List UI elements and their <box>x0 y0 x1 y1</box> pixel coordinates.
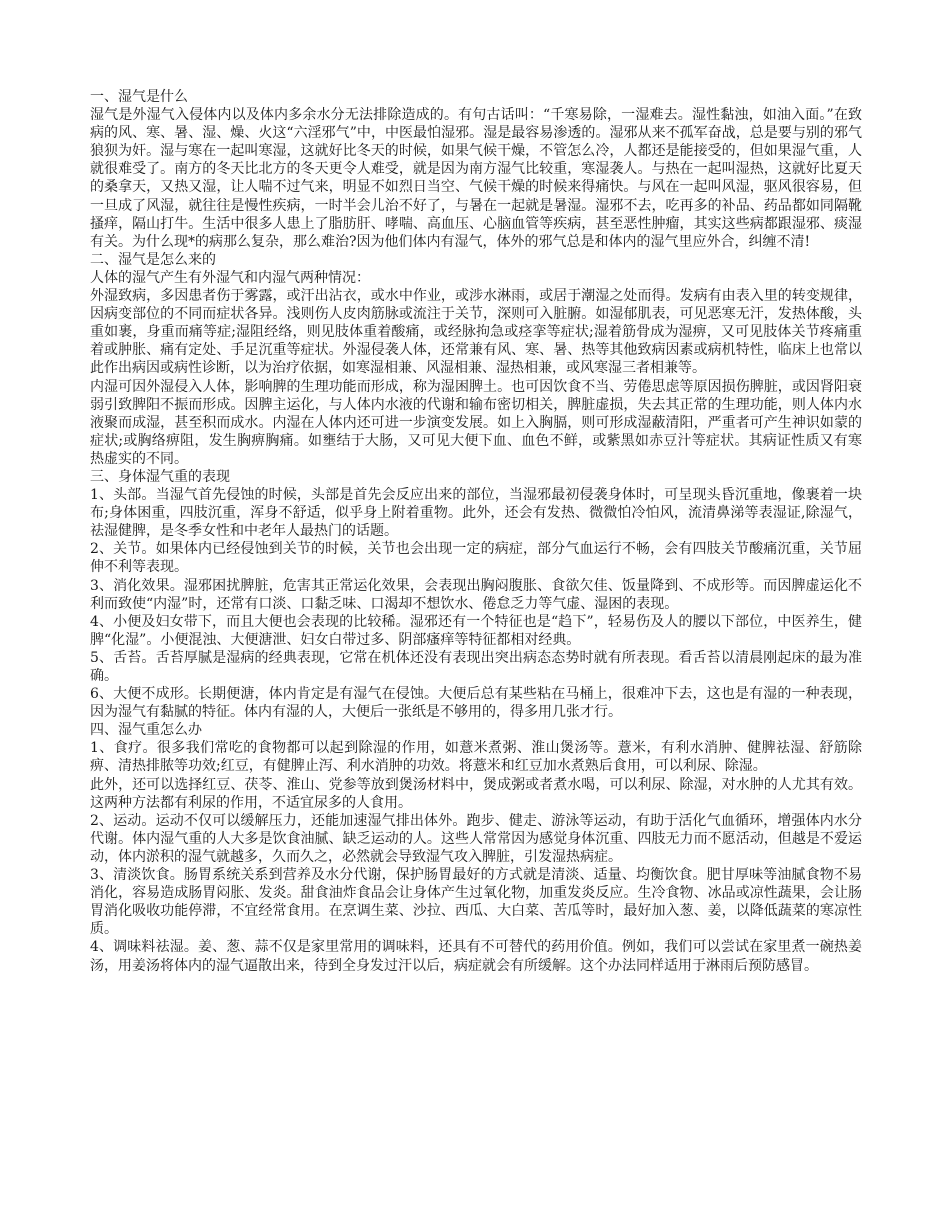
paragraph: 1、头部。当湿气首先侵蚀的时候，头部是首先会反应出来的部位，当湿邪最初侵袭身体时，可呈现头昏沉重地，像裹着一块布;身体困重，四肢沉重，浑身不舒适，似乎身上附着重物。此外，还会有发热、微微怕冷怕风，流清鼻涕等表湿证,除湿气，祛湿健脾，是冬季女性和中老年人最热门的话题。 <box>90 487 862 540</box>
paragraph: 人体的湿气产生有外湿气和内湿气两种情况： <box>90 269 370 286</box>
section-heading: 三、身体湿气重的表现 <box>90 468 230 485</box>
paragraph: 此外，还可以选择红豆、茯苓、淮山、党参等放到煲汤材料中，煲成粥或者煮水喝，可以利尿、除湿，对水肿的人尤其有效。这两种方法都有利尿的作用，不适宜尿多的人食用。 <box>90 776 862 811</box>
paragraph: 3、清淡饮食。肠胃系统关系到营养及水分代谢，保护肠胃最好的方式就是清淡、适量、均衡饮食。肥甘厚味等油腻食物不易消化，容易造成肠胃闷胀、发炎。甜食油炸食品会让身体产生过氧化物，加重发炎反应。生冷食物、冰品或凉性蔬果，会让肠胃消化吸收功能停滞，不宜经常食用。在烹调生菜、沙拉、西瓜、大白菜、苦瓜等时，最好加入葱、姜，以降低蔬菜的寒凉性质。 <box>90 867 862 938</box>
paragraph: 6、大便不成形。长期便溏，体内肯定是有湿气在侵蚀。大便后总有某些粘在马桶上，很难冲下去，这也是有湿的一种表现，因为湿气有黏腻的特征。体内有湿的人，大便后一张纸是不够用的，得多用几张才行。 <box>90 686 862 721</box>
paragraph: 湿气是外湿气入侵体内以及体内多余水分无法排除造成的。有句古话叫：“千寒易除，一湿难去。湿性黏浊，如油入面。”在致病的风、寒、暑、湿、燥、火这“六淫邪气”中，中医最怕湿邪。湿是最容易渗透的。湿邪从来不孤军奋战，总是要与别的邪气狼狈为奸。湿与寒在一起叫寒湿，这就好比冬天的时候，如果气候干燥，不管怎么冷，人都还是能接受的，但如果湿气重，人就很难受了。南方的冬天比北方的冬天更令人难受，就是因为南方湿气比较重，寒湿袭人。与热在一起叫湿热，这就好比夏天的桑拿天，又热又湿，让人喘不过气来，明显不如烈日当空、气候干燥的时候来得痛快。与风在一起叫风湿，驱风很容易，但一旦成了风湿，就往往是慢性疾病，一时半会儿治不好了，与暑在一起就是暑湿。湿邪不去，吃再多的补品、药品都如同隔靴搔痒，隔山打牛。生活中很多人患上了脂肪肝、哮喘、高血压、心脑血管等疾病，甚至恶性肿瘤，其实这些病都跟湿邪、痰湿有关。为什么现*的病那么复杂，那么难治?因为他们体内有湿气，体外的邪气总是和体内的湿气里应外合，纠缠不清! <box>90 107 862 250</box>
paragraph: 5、舌苔。舌苔厚腻是湿病的经典表现，它常在机体还没有表现出突出病态态势时就有所表现。看舌苔以清晨刚起床的最为准确。 <box>90 649 862 684</box>
section-heading: 一、湿气是什么 <box>90 89 188 105</box>
paragraph: 2、关节。如果体内已经侵蚀到关节的时候，关节也会出现一定的病症，部分气血运行不畅，会有四肢关节酸痛沉重，关节屈伸不利等表现。 <box>90 541 862 576</box>
paragraph: 内湿可因外湿侵入人体，影响脾的生理功能而形成，称为湿困脾土。也可因饮食不当、劳倦思虑等原因损伤脾脏，或因肾阳衰弱引致脾阳不振而形成。因脾主运化，与人体内水液的代谢和输布密切相关，脾脏虚损，失去其正常的生理功能，则人体内水液聚而成湿，甚至积而成水。内湿在人体内还可进一步演变发展。如上入胸膈，则可形成湿蔽清阳，严重者可产生神识如蒙的症状;或胸络痹阻，发生胸痹胸痛。如壅结于大肠，又可见大便下血、血色不鲜，或紫黑如赤豆汁等症状。其病证性质又有寒热虚实的不同。 <box>90 378 862 467</box>
section-heading: 二、湿气是怎么来的 <box>90 251 216 268</box>
paragraph: 4、小便及妇女带下，而且大便也会表现的比较稀。湿邪还有一个特征也是“趋下”，轻易伤及人的腰以下部位，中医养生，健脾“化湿”。小便混浊、大便溏泄、妇女白带过多、阴部瘙痒等特征都相对经典。 <box>90 613 862 648</box>
paragraph: 4、调味料祛湿。姜、葱、蒜不仅是家里常用的调味料，还具有不可替代的药用价值。例如，我们可以尝试在家里煮一碗热姜汤，用姜汤将体内的湿气逼散出来，待到全身发过汗以后，病症就会有所缓解。这个办法同样适用于淋雨后预防感冒。 <box>90 939 862 974</box>
paragraph: 2、运动。运动不仅可以缓解压力，还能加速湿气排出体外。跑步、健走、游泳等运动，有助于活化气血循环，增强体内水分代谢。体内湿气重的人大多是饮食油腻、缺乏运动的人。这些人常常因为感觉身体沉重、四肢无力而不愿活动，但越是不爱运动，体内淤积的湿气就越多，久而久之，必然就会导致湿气攻入脾脏，引发湿热病症。 <box>90 812 862 865</box>
document-body <box>90 88 862 975</box>
paragraph: 外湿致病，多因患者伤于雾露，或汗出沾衣，或水中作业，或涉水淋雨，或居于潮湿之处而得。发病有由表入里的转变规律，因病变部位的不同而症状各异。浅则伤人皮肉筋脉或流注于关节，深则可入脏腑。如湿郁肌表，可见恶寒无汗，发热体酸，头重如裹，身重而痛等症;湿阻经络，则见肢体重着酸痛，或经脉拘急或痉挛等症状;湿着筋骨成为湿痹，又可见肢体关节疼痛重着或肿胀、痛有定处、手足沉重等症状。外湿侵袭人体，还常兼有风、寒、暑、热等其他致病因素或病机特性，临床上也常以此作出病因或病性诊断，以为治疗依据，如寒湿相兼、风湿相兼、湿热相兼，或风寒湿三者相兼等。 <box>90 288 862 377</box>
paragraph: 1、食疗。很多我们常吃的食物都可以起到除湿的作用，如薏米煮粥、淮山煲汤等。薏米，有利水消肿、健脾祛湿、舒筋除痹、清热排脓等功效;红豆，有健脾止泻、利水消肿的功效。将薏米和红豆加水煮熟后食用，可以利尿、除湿。 <box>90 740 862 775</box>
paragraph: 3、消化效果。湿邪困扰脾脏，危害其正常运化效果，会表现出胸闷腹胀、食欲欠佳、饭量降到、不成形等。而因脾虚运化不利而致使“内湿”时，还常有口淡、口黏乏味、口渴却不想饮水、倦怠乏力等气虚、湿困的表现。 <box>90 577 862 612</box>
section-heading: 四、湿气重怎么办 <box>90 722 202 739</box>
